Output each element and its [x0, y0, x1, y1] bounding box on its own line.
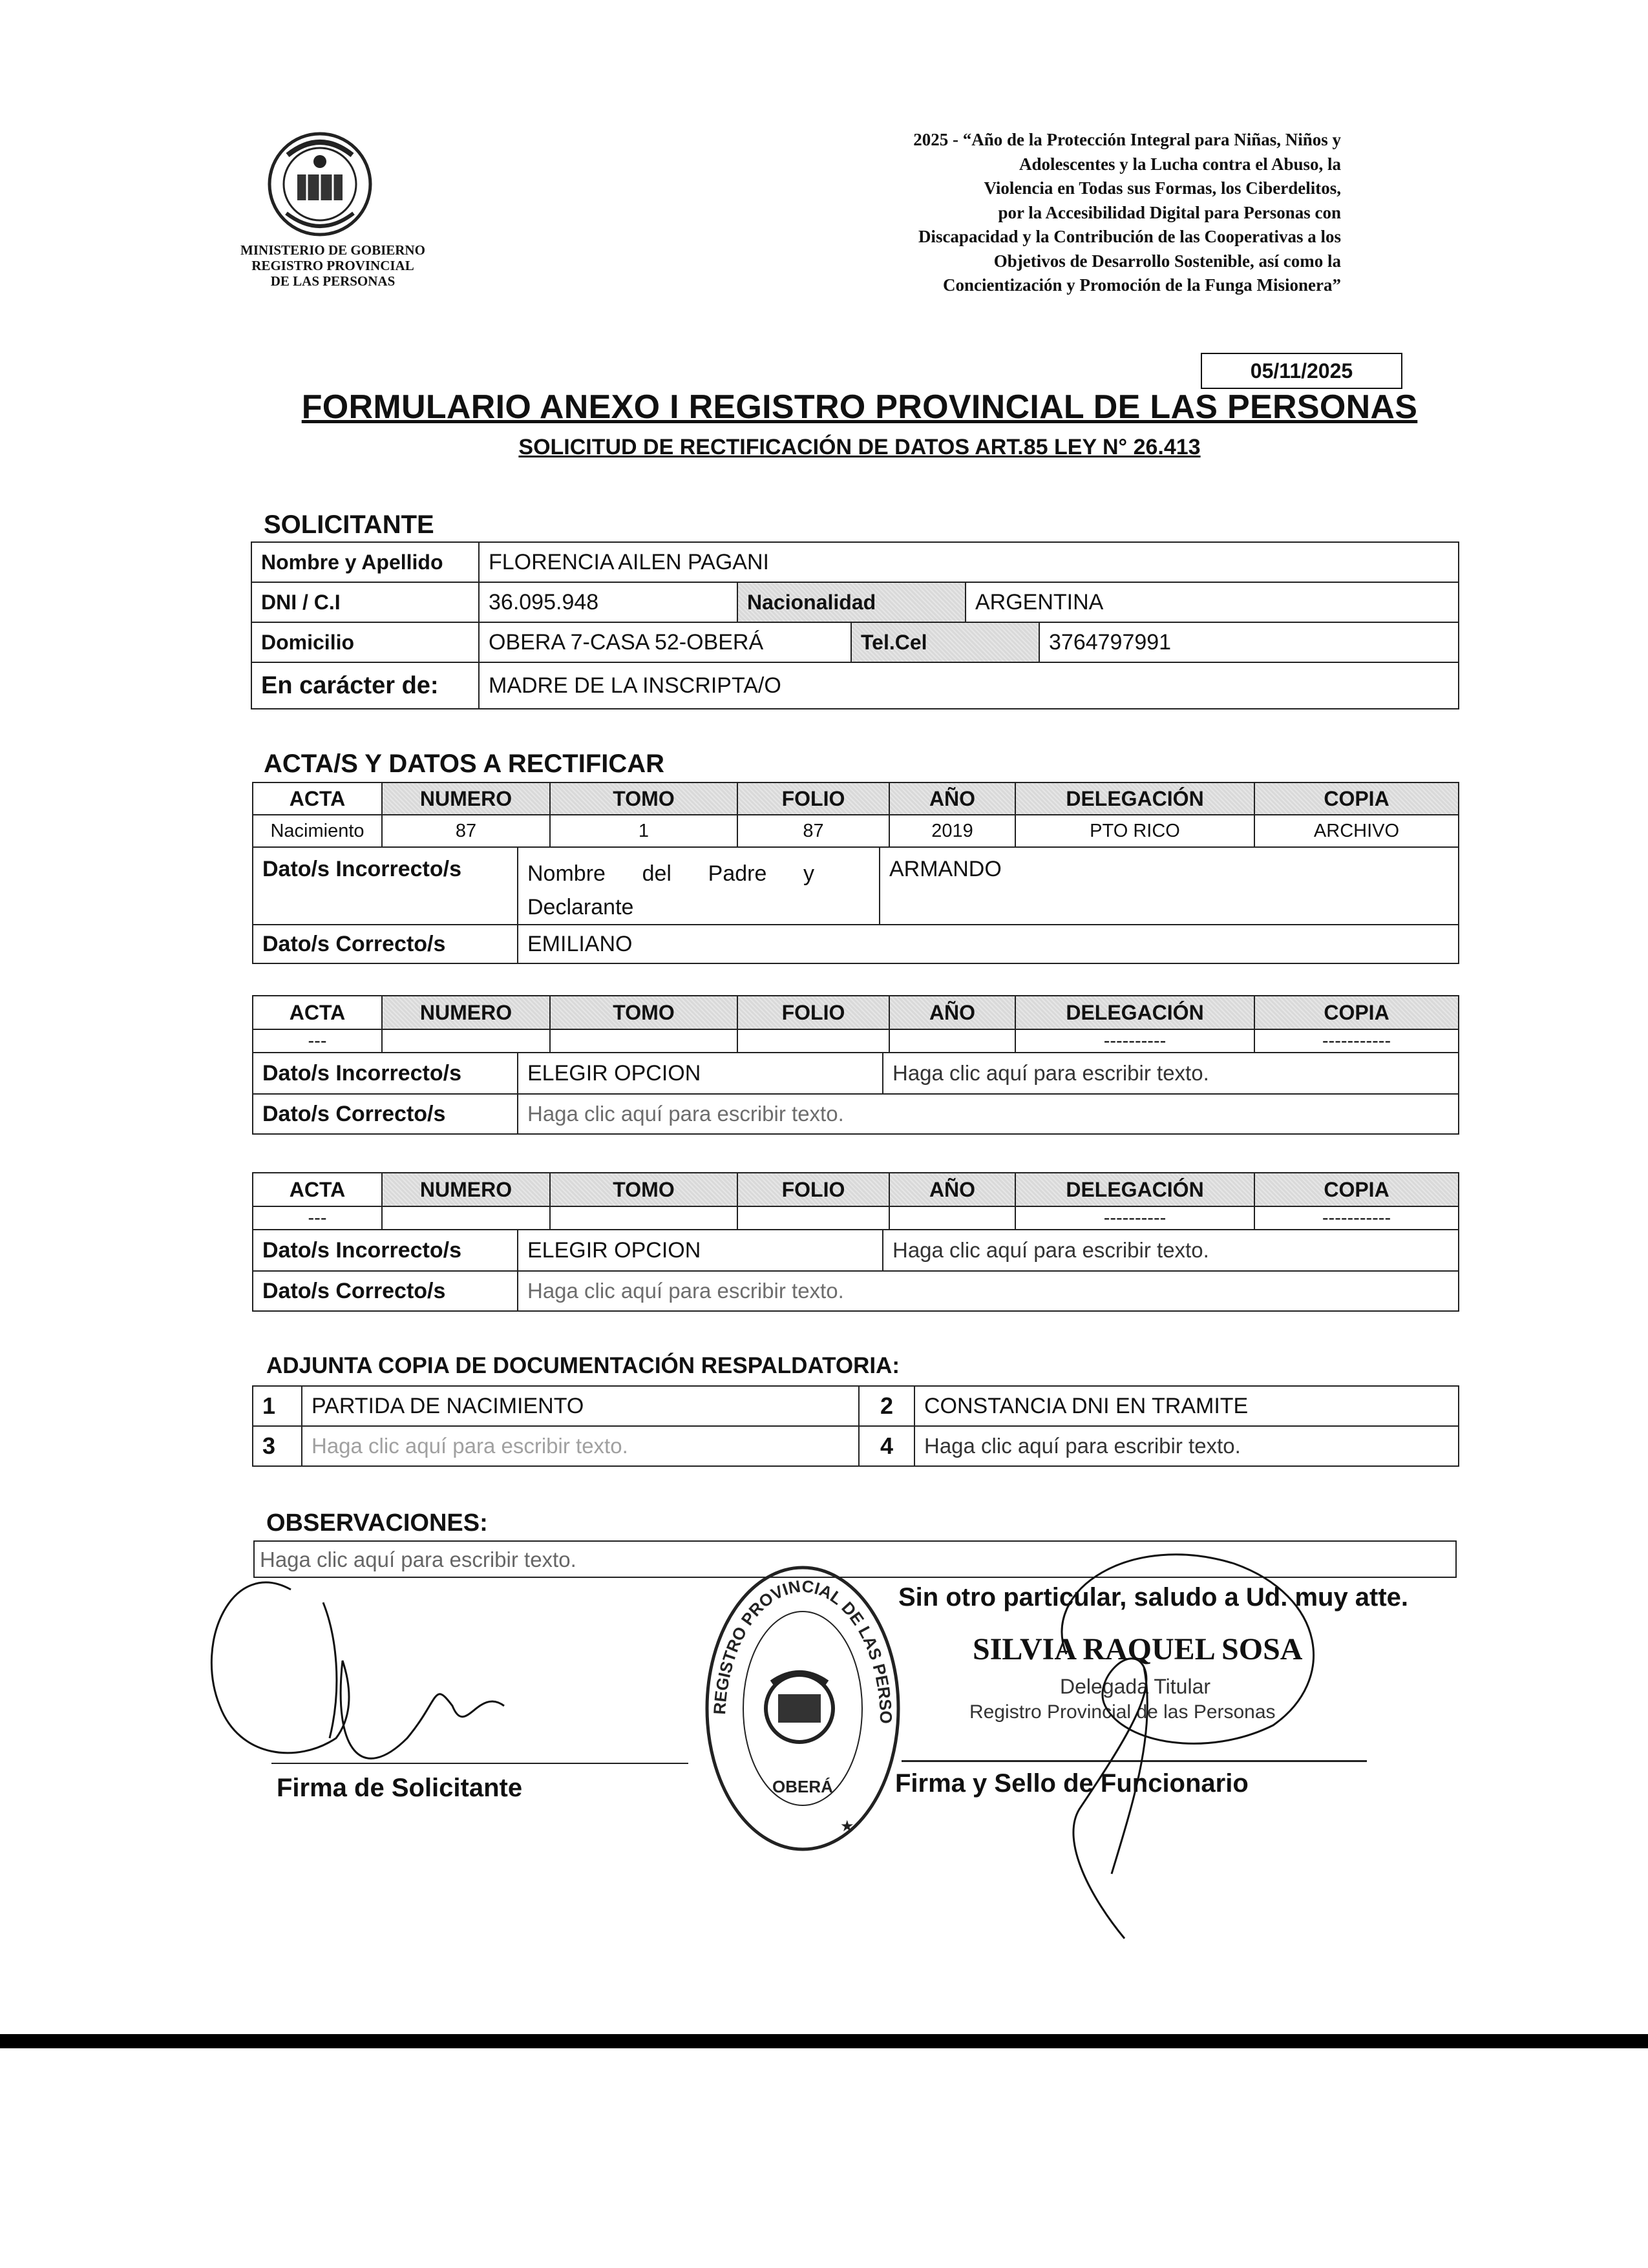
- svg-text:★: ★: [840, 1818, 854, 1835]
- incorrect-field-line: Nombre del Padre y: [527, 861, 815, 886]
- acta-block-3: [252, 1172, 1459, 1230]
- motto-line: por la Accesibilidad Digital para Personas con: [998, 202, 1341, 222]
- incorrect-field-select[interactable]: [518, 847, 880, 925]
- header-numero: NUMERO: [382, 996, 550, 1029]
- official-name: SILVIA RAQUEL SOSA: [973, 1632, 1303, 1666]
- stamp-text: REGISTRO PROVINCIAL DE LAS PERSO: [710, 1576, 896, 1724]
- domicilio-field[interactable]: OBERA 7-CASA 52-OBERÁ: [479, 622, 851, 662]
- header-anio: AÑO: [889, 996, 1015, 1029]
- official-stamp: [699, 1560, 906, 1857]
- incorrect-label: Dato/s Incorrecto/s: [253, 847, 518, 925]
- anio-field[interactable]: 2019: [889, 815, 1015, 847]
- header-numero: NUMERO: [382, 782, 550, 815]
- copia-field[interactable]: -----------: [1254, 1206, 1459, 1230]
- ministry-line-2: REGISTRO PROVINCIAL: [251, 258, 414, 273]
- numero-field[interactable]: 87: [382, 815, 550, 847]
- incorrect-label: Dato/s Incorrecto/s: [253, 1053, 518, 1094]
- stamp-city: OBERÁ: [772, 1777, 833, 1796]
- firma-funcionario-label: Firma y Sello de Funcionario: [895, 1769, 1249, 1798]
- form-title: FORMULARIO ANEXO I REGISTRO PROVINCIAL DE LAS PERSONAS: [301, 388, 1418, 426]
- observaciones-field[interactable]: Haga clic aquí para escribir texto.: [253, 1540, 1457, 1578]
- tomo-field[interactable]: [550, 1029, 737, 1053]
- adjunta-num: 4: [859, 1426, 914, 1466]
- adjunta-num: 2: [859, 1386, 914, 1426]
- adjunta-item-field[interactable]: Haga clic aquí para escribir texto.: [302, 1426, 859, 1466]
- incorrect-field-line: Declarante: [527, 895, 634, 919]
- adjunta-section-title: ADJUNTA COPIA DE DOCUMENTACIÓN RESPALDATORIA:: [266, 1353, 900, 1378]
- adjunta-item-field[interactable]: Haga clic aquí para escribir texto.: [914, 1426, 1459, 1466]
- header-folio: FOLIO: [737, 1173, 889, 1206]
- solicitante-table: [251, 541, 1459, 709]
- caracter-label: En carácter de:: [251, 662, 479, 709]
- ministry-line-1: MINISTERIO DE GOBIERNO: [240, 242, 425, 258]
- header-folio: FOLIO: [737, 782, 889, 815]
- observaciones-section-title: OBSERVACIONES:: [266, 1509, 488, 1537]
- telcel-field[interactable]: 3764797991: [1039, 622, 1459, 662]
- acta-block-1: [252, 782, 1459, 848]
- folio-field[interactable]: [737, 1029, 889, 1053]
- incorrect-field-select[interactable]: ELEGIR OPCION: [518, 1230, 883, 1271]
- acta-block-2: [252, 995, 1459, 1053]
- nacionalidad-field[interactable]: ARGENTINA: [966, 582, 1459, 622]
- adjunta-table: [252, 1385, 1459, 1467]
- correct-label: Dato/s Correcto/s: [253, 1271, 518, 1311]
- salutation: Sin otro particular, saludo a Ud. muy atte.: [898, 1583, 1409, 1612]
- header-copia: COPIA: [1254, 996, 1459, 1029]
- folio-field[interactable]: [737, 1206, 889, 1230]
- acta-type-field[interactable]: ---: [253, 1029, 382, 1053]
- incorrect-label: Dato/s Incorrecto/s: [253, 1230, 518, 1271]
- acta-block-3-data: [252, 1229, 1459, 1312]
- official-org: Registro Provincial de las Personas: [969, 1701, 1276, 1723]
- header-anio: AÑO: [889, 1173, 1015, 1206]
- motto-line: Adolescentes y la Lucha contra el Abuso, la: [1019, 154, 1341, 174]
- solicitante-section-title: SOLICITANTE: [264, 510, 434, 539]
- form-subtitle: SOLICITUD DE RECTIFICACIÓN DE DATOS ART.85 LEY N° 26.413: [518, 435, 1201, 459]
- adjunta-num: 1: [253, 1386, 302, 1426]
- delegacion-field[interactable]: PTO RICO: [1015, 815, 1254, 847]
- incorrect-field-select[interactable]: ELEGIR OPCION: [518, 1053, 883, 1094]
- nombre-label: Nombre y Apellido: [251, 542, 479, 582]
- applicant-signature: [194, 1544, 556, 1816]
- motto-line: Violencia en Todas sus Formas, los Ciberdelitos,: [984, 178, 1341, 198]
- header-anio: AÑO: [889, 782, 1015, 815]
- header-tomo: TOMO: [550, 782, 737, 815]
- correct-label: Dato/s Correcto/s: [253, 1094, 518, 1134]
- motto-line: Concientización y Promoción de la Funga Misionera”: [943, 275, 1341, 295]
- acta-type-field[interactable]: Nacimiento: [253, 815, 382, 847]
- copia-field[interactable]: -----------: [1254, 1029, 1459, 1053]
- actas-section-title: ACTA/S Y DATOS A RECTIFICAR: [264, 750, 665, 778]
- numero-field[interactable]: [382, 1206, 550, 1230]
- motto-line: Discapacidad y la Contribución de las Cooperativas a los: [918, 227, 1341, 246]
- incorrect-value-field[interactable]: Haga clic aquí para escribir texto.: [883, 1053, 1459, 1094]
- correct-value-field[interactable]: EMILIANO: [518, 925, 1459, 963]
- header-tomo: TOMO: [550, 996, 737, 1029]
- nacionalidad-label: Nacionalidad: [737, 582, 966, 622]
- date-field[interactable]: 05/11/2025: [1201, 353, 1402, 389]
- ministry-line-3: DE LAS PERSONAS: [270, 273, 396, 289]
- motto-line: Objetivos de Desarrollo Sostenible, así como la: [993, 251, 1341, 271]
- folio-field[interactable]: 87: [737, 815, 889, 847]
- header-delegacion: DELEGACIÓN: [1015, 1173, 1254, 1206]
- acta-block-2-data: [252, 1052, 1459, 1135]
- header-delegacion: DELEGACIÓN: [1015, 996, 1254, 1029]
- acta-block-1-data: [252, 846, 1459, 964]
- scan-edge: [0, 2034, 1648, 2048]
- official-signature: [963, 1538, 1364, 1945]
- nombre-field[interactable]: FLORENCIA AILEN PAGANI: [479, 542, 1459, 582]
- delegacion-field[interactable]: ----------: [1015, 1206, 1254, 1230]
- incorrect-value-field[interactable]: Haga clic aquí para escribir texto.: [883, 1230, 1459, 1271]
- adjunta-num: 3: [253, 1426, 302, 1466]
- header-copia: COPIA: [1254, 1173, 1459, 1206]
- tomo-field[interactable]: [550, 1206, 737, 1230]
- provincial-crest-logo: [262, 129, 378, 239]
- dni-field[interactable]: 36.095.948: [479, 582, 737, 622]
- official-role: Delegada Titular: [1060, 1675, 1211, 1698]
- numero-field[interactable]: [382, 1029, 550, 1053]
- header-acta: ACTA: [253, 782, 382, 815]
- copia-field[interactable]: ARCHIVO: [1254, 815, 1459, 847]
- header-numero: NUMERO: [382, 1173, 550, 1206]
- anio-field[interactable]: [889, 1029, 1015, 1053]
- telcel-label: Tel.Cel: [851, 622, 1039, 662]
- year-motto: [685, 128, 1341, 298]
- motto-line: 2025 - “Año de la Protección Integral para Niñas, Niños y: [913, 130, 1341, 149]
- ministry-name: [229, 242, 436, 289]
- header-copia: COPIA: [1254, 782, 1459, 815]
- header-folio: FOLIO: [737, 996, 889, 1029]
- correct-value-field[interactable]: Haga clic aquí para escribir texto.: [518, 1271, 1459, 1311]
- header-acta: ACTA: [253, 1173, 382, 1206]
- anio-field[interactable]: [889, 1206, 1015, 1230]
- adjunta-item-field[interactable]: PARTIDA DE NACIMIENTO: [302, 1386, 859, 1426]
- correct-value-field[interactable]: Haga clic aquí para escribir texto.: [518, 1094, 1459, 1134]
- incorrect-value-field[interactable]: ARMANDO: [880, 847, 1459, 925]
- header-acta: ACTA: [253, 996, 382, 1029]
- header-tomo: TOMO: [550, 1173, 737, 1206]
- domicilio-label: Domicilio: [251, 622, 479, 662]
- acta-type-field[interactable]: ---: [253, 1206, 382, 1230]
- tomo-field[interactable]: 1: [550, 815, 737, 847]
- header-delegacion: DELEGACIÓN: [1015, 782, 1254, 815]
- delegacion-field[interactable]: ----------: [1015, 1029, 1254, 1053]
- caracter-field[interactable]: MADRE DE LA INSCRIPTA/O: [479, 662, 1459, 709]
- dni-label: DNI / C.I: [251, 582, 479, 622]
- adjunta-item-field[interactable]: CONSTANCIA DNI EN TRAMITE: [914, 1386, 1459, 1426]
- firma-solicitante-label: Firma de Solicitante: [277, 1774, 523, 1802]
- correct-label: Dato/s Correcto/s: [253, 925, 518, 963]
